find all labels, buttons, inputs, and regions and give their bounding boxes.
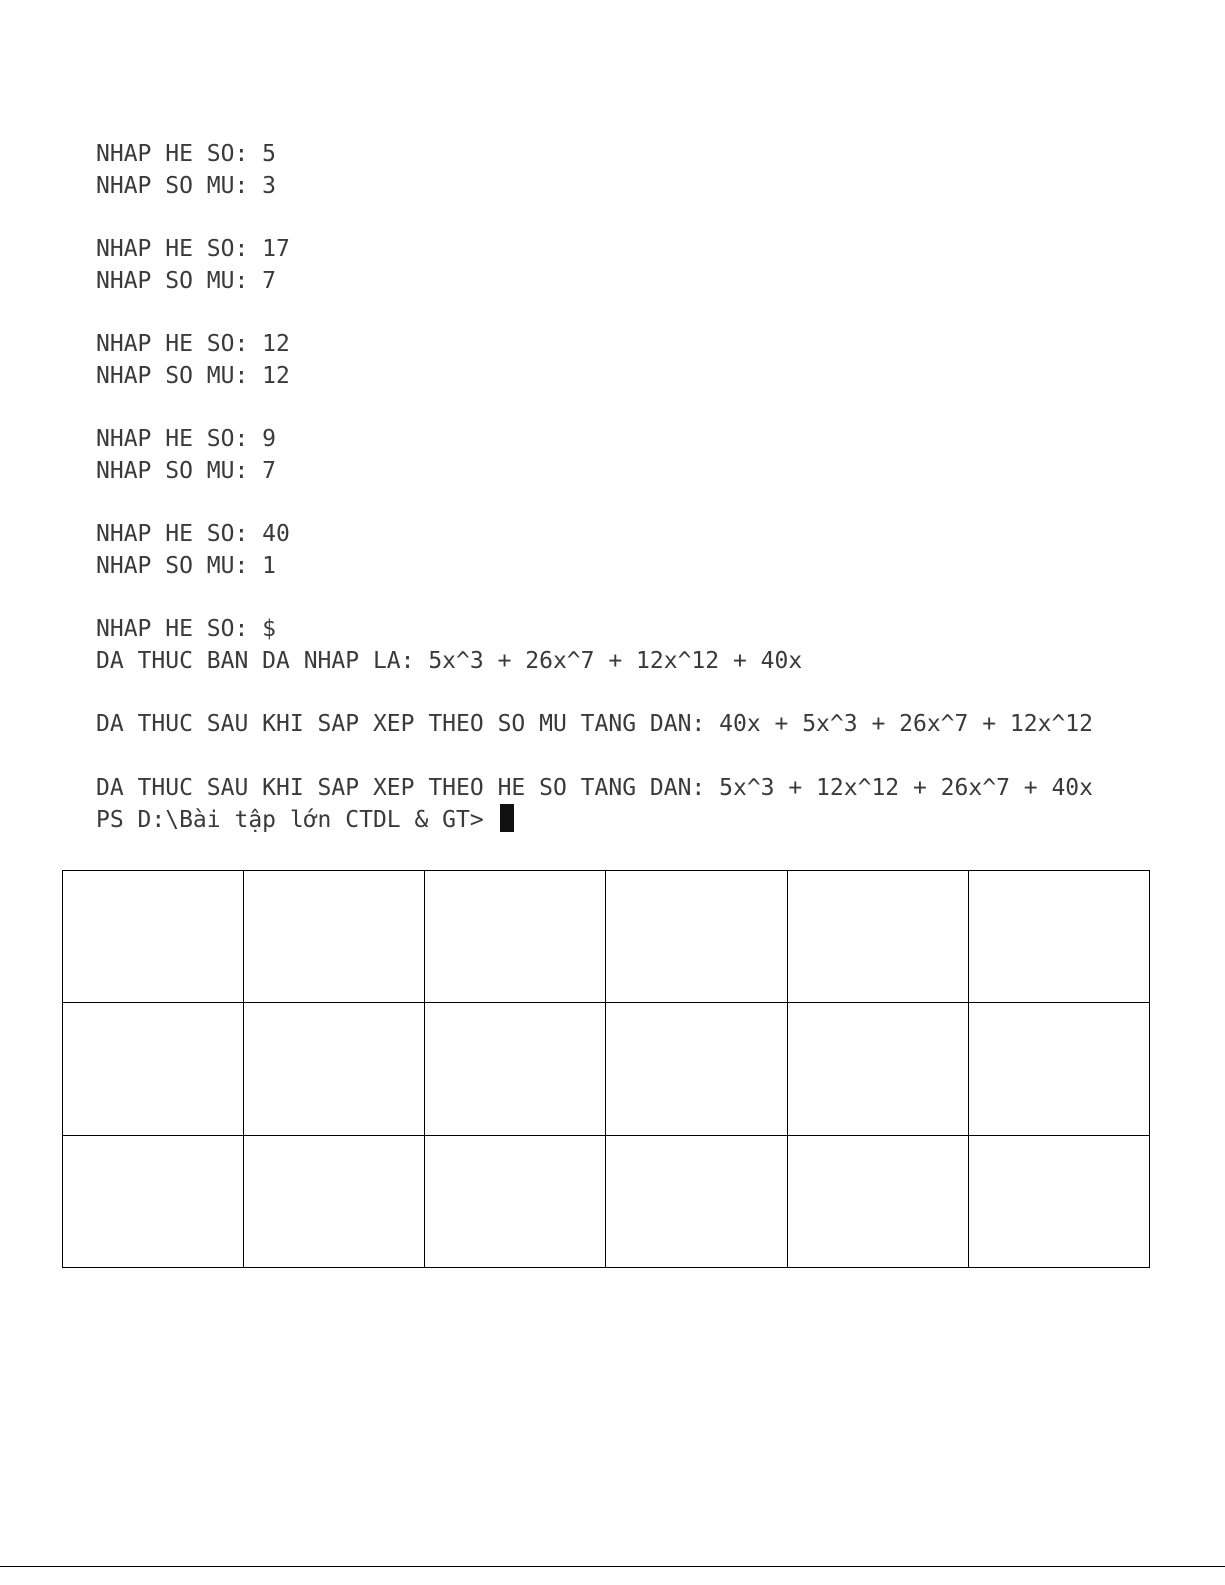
- terminal-line: [96, 583, 1093, 615]
- empty-grid-table: [62, 870, 1150, 1268]
- terminal-line: NHAP HE SO: 12: [96, 331, 290, 358]
- terminal-line: NHAP HE SO: 40: [96, 521, 290, 548]
- terminal-prompt-line[interactable]: [96, 804, 1093, 836]
- table-cell: [968, 871, 1149, 1003]
- terminal-line: NHAP HE SO: 17: [96, 236, 290, 263]
- table-cell: [606, 871, 787, 1003]
- table-row: [63, 1003, 1150, 1135]
- terminal-line: [96, 393, 1093, 425]
- terminal-line: NHAP HE SO: 5: [96, 141, 277, 167]
- terminal-line: [96, 678, 1093, 710]
- table-row: [63, 871, 1150, 1003]
- terminal-line: DA THUC SAU KHI SAP XEP THEO HE SO TANG DAN: 5x^3 + 12x^12 + 26x^7 + 40x: [96, 774, 1093, 801]
- terminal-line: NHAP SO MU: 1: [96, 552, 277, 579]
- terminal-output: [96, 139, 1093, 836]
- table-cell: [787, 871, 968, 1003]
- terminal-line: NHAP SO MU: 12: [96, 362, 290, 389]
- terminal-cursor: [500, 804, 514, 832]
- table-cell: [244, 1135, 425, 1267]
- table-cell: [244, 1003, 425, 1135]
- terminal-line: NHAP SO MU: 3: [96, 172, 277, 199]
- terminal-prompt: PS D:\Bài tập lớn CTDL & GT>: [96, 807, 498, 834]
- table-cell: [787, 1135, 968, 1267]
- table-cell: [968, 1135, 1149, 1267]
- table-cell: [606, 1003, 787, 1135]
- table-cell: [968, 1003, 1149, 1135]
- table-cell: [425, 871, 606, 1003]
- table-cell: [425, 1003, 606, 1135]
- terminal-line: [96, 297, 1093, 329]
- page-bottom-divider: [0, 1566, 1225, 1567]
- terminal-line: NHAP SO MU: 7: [96, 267, 277, 294]
- terminal-line: [96, 488, 1093, 520]
- table-cell: [425, 1135, 606, 1267]
- terminal-line: DA THUC BAN DA NHAP LA: 5x^3 + 26x^7 + 12x^12 + 40x: [96, 648, 803, 674]
- terminal-line: NHAP SO MU: 7: [96, 457, 277, 484]
- table-cell: [63, 1135, 244, 1267]
- terminal-line: [96, 202, 1093, 234]
- terminal-line: NHAP HE SO: 9: [96, 426, 277, 453]
- table-row: [63, 1135, 1150, 1267]
- terminal-line: [96, 741, 1093, 773]
- terminal-line: NHAP HE SO: $: [96, 616, 277, 643]
- table-cell: [606, 1135, 787, 1267]
- table-cell: [63, 871, 244, 1003]
- terminal-line: DA THUC SAU KHI SAP XEP THEO SO MU TANG DAN: 40x + 5x^3 + 26x^7 + 12x^12: [96, 711, 1093, 738]
- table-cell: [63, 1003, 244, 1135]
- table-cell: [787, 1003, 968, 1135]
- table-cell: [244, 871, 425, 1003]
